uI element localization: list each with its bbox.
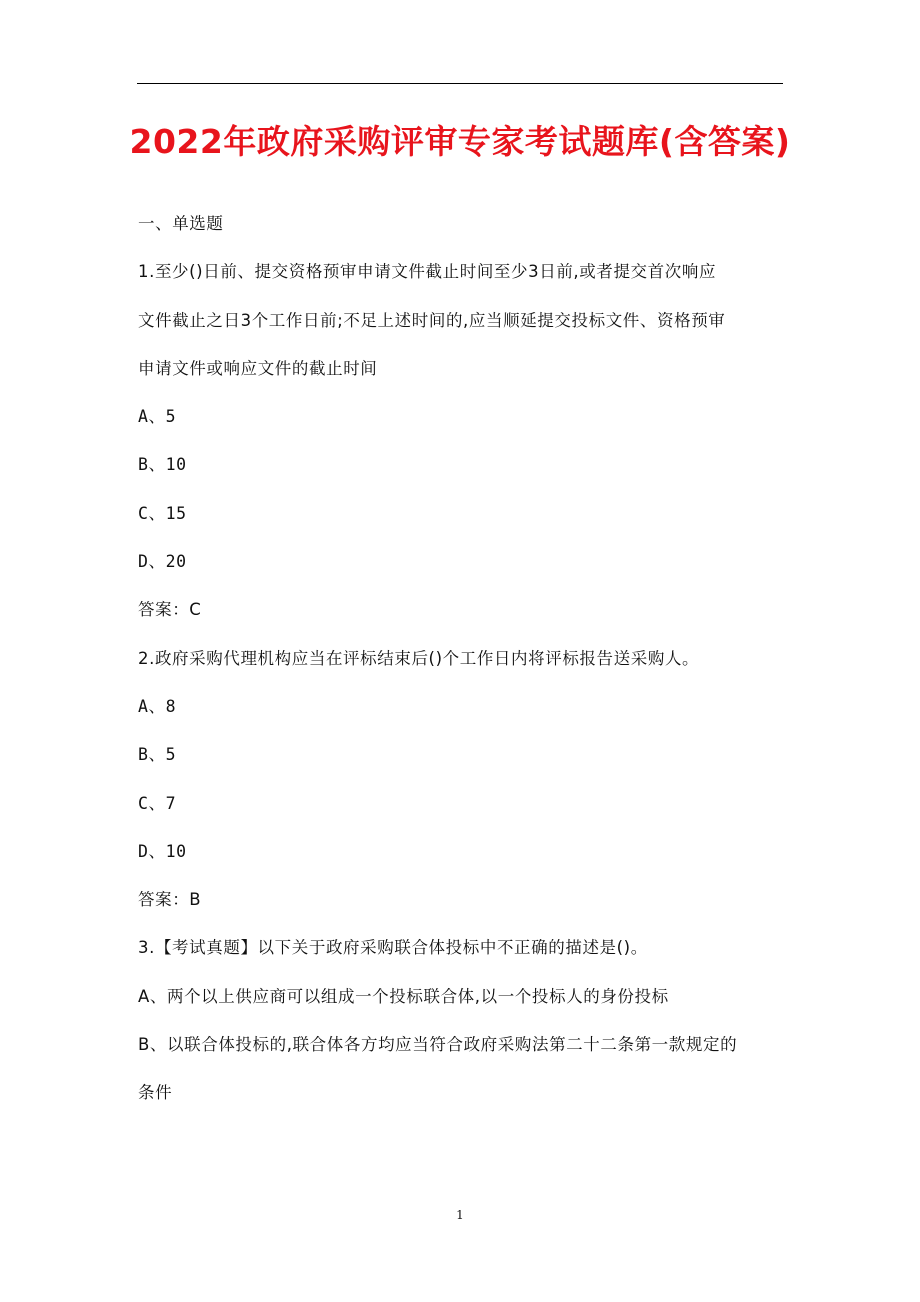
header-rule [137, 83, 783, 84]
option-b-continued: 条件 [138, 1083, 173, 1103]
option-c: C、7 [138, 793, 177, 813]
page-number: 1 [456, 1208, 464, 1222]
question-3 [138, 924, 783, 1117]
question-stem-line: 3.【考试真题】以下关于政府采购联合体投标中不正确的描述是()。 [138, 938, 648, 958]
document-title: 2022年政府采购评审专家考试题库(含答案) [129, 122, 791, 161]
option-c: C、15 [138, 503, 187, 523]
section-heading: 一、单选题 [138, 214, 224, 233]
question-1 [138, 248, 783, 634]
option-d: D、20 [138, 552, 187, 572]
option-b: B、5 [138, 745, 177, 765]
question-2 [138, 635, 783, 925]
answer-line: 答案：C [138, 600, 202, 620]
question-stem-line: 1.至少()日前、提交资格预审申请文件截止时间至少3日前,或者提交首次响应 [138, 262, 717, 282]
option-a: A、5 [138, 407, 177, 427]
option-a: A、两个以上供应商可以组成一个投标联合体,以一个投标人的身份投标 [138, 986, 669, 1006]
option-b: B、以联合体投标的,联合体各方均应当符合政府采购法第二十二条第一款规定的 [138, 1035, 738, 1055]
option-b: B、10 [138, 455, 187, 475]
question-stem-line: 2.政府采购代理机构应当在评标结束后()个工作日内将评标报告送采购人。 [138, 648, 700, 668]
question-stem-line: 申请文件或响应文件的截止时间 [138, 358, 378, 378]
option-a: A、8 [138, 696, 177, 716]
answer-line: 答案：B [138, 890, 202, 910]
question-stem-line: 文件截止之日3个工作日前;不足上述时间的,应当顺延提交投标文件、资格预审 [138, 310, 726, 330]
option-d: D、10 [138, 841, 187, 861]
document-body [138, 200, 783, 1118]
